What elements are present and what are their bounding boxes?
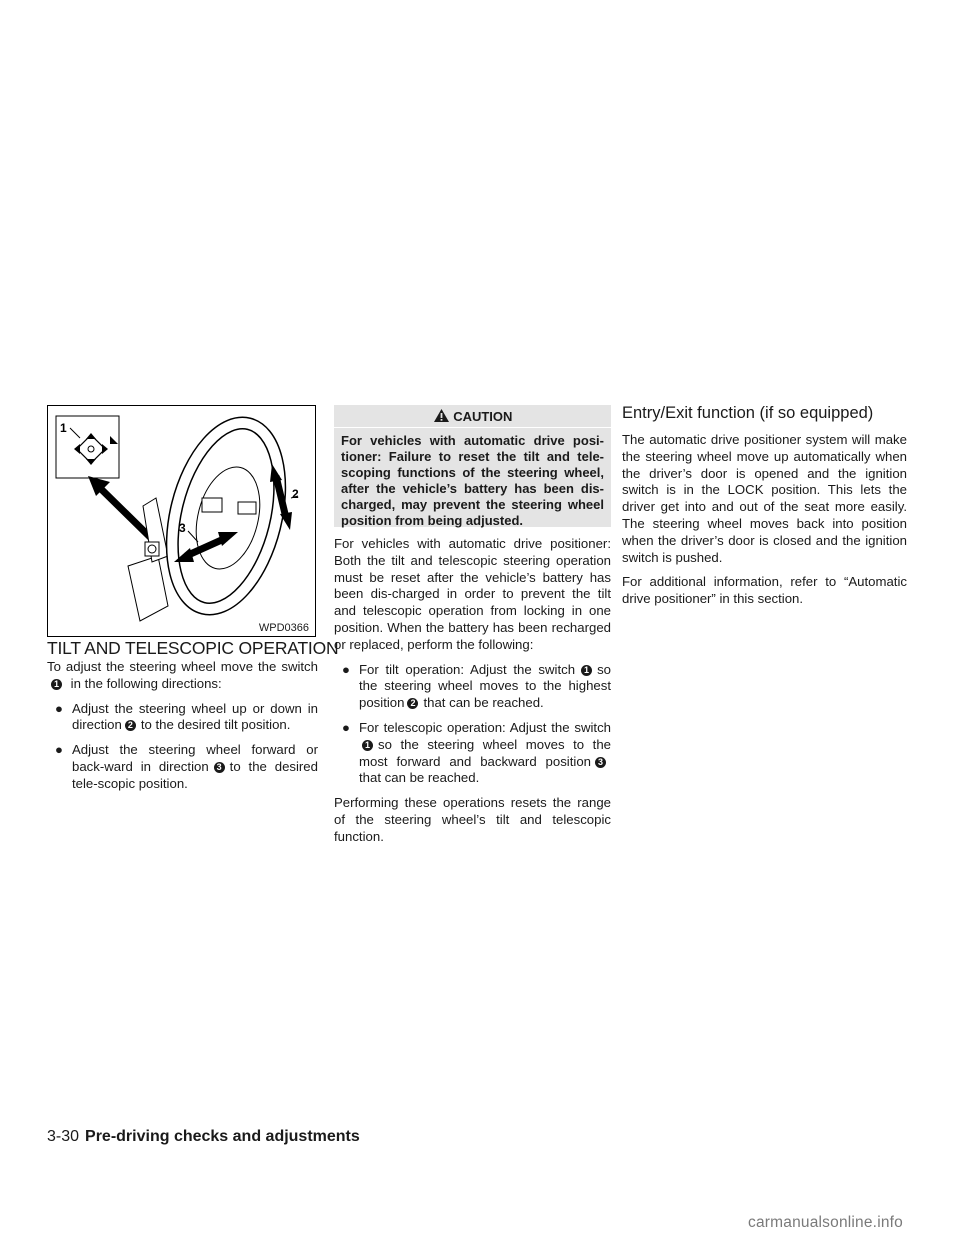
num-marker-3: 3 (214, 762, 225, 773)
adp-bullet-2-text-3: that can be reached. (359, 770, 480, 786)
num-marker-3: 3 (595, 757, 606, 768)
figure-label-3: 3 (179, 521, 186, 535)
tilt-intro-text-2: in the following directions: (70, 675, 222, 691)
tilt-heading: TILT AND TELESCOPIC OPERATION (47, 638, 339, 658)
num-marker-1: 1 (362, 740, 373, 751)
adp-bullet-1-text-3: that can be reached. (423, 695, 544, 711)
figure-label-1: 1 (60, 421, 67, 435)
tilt-section (47, 659, 318, 801)
tilt-bullet-2-text: Adjust the steering wheel forward or back-ward in direction (72, 742, 318, 774)
caution-box (334, 405, 611, 527)
num-marker-2: 2 (125, 720, 136, 731)
steering-wheel-illustration (48, 406, 315, 636)
num-marker-1: 1 (51, 679, 62, 690)
steering-figure (47, 405, 316, 637)
adp-bullet-2-text-2: so the steering wheel moves to the most forward and backward position (359, 736, 611, 769)
figure-label-2: 2 (292, 487, 299, 501)
caution-title: CAUTION (453, 409, 513, 424)
figure-code: WPD0366 (258, 622, 309, 634)
tilt-bullet-1 (47, 701, 318, 735)
caution-header (334, 405, 611, 428)
entry-heading: Entry/Exit function (if so equipped) (622, 404, 874, 422)
adp-bullet-1 (334, 662, 611, 712)
tilt-bullet-1-text: Adjust the steering wheel up or down in direction (72, 700, 318, 733)
caution-text: For vehicles with automatic drive posi-tioner: Failure to reset the tilt and tele-scoping functions of the steering wheel, after the vehicle’s battery has been dis-charged, may prevent the steering wheel position from being adjusted. (341, 433, 604, 528)
adp-bullet-1-text: For tilt operation: Adjust the switch (359, 661, 576, 677)
adp-bullet-2 (334, 720, 611, 787)
watermark: carmanualsonline.info (748, 1214, 903, 1231)
tilt-bullet-2 (47, 742, 318, 792)
entry-section (622, 432, 907, 616)
page-footer (47, 1128, 360, 1146)
section-title: Pre-driving checks and adjustments (85, 1128, 360, 1145)
page-number: 3-30 (47, 1128, 80, 1145)
adp-section (334, 536, 611, 854)
tilt-intro (47, 659, 318, 693)
adp-bullet-2-text: For telescopic operation: Adjust the switch (359, 719, 611, 735)
num-marker-2: 2 (407, 698, 418, 709)
bullet-icon: ● (342, 719, 350, 735)
bullet-icon: ● (55, 742, 63, 758)
tilt-intro-text: To adjust the steering wheel move the switch (47, 659, 318, 674)
tilt-bullet-2-text-2: to the desired tele-scopic position. (72, 758, 318, 791)
num-marker-1: 1 (581, 665, 592, 676)
adp-para-2: Performing these operations resets the range of the steering wheel’s tilt and telescopic function. (334, 795, 611, 844)
entry-para-2: For additional information, refer to “Automatic drive positioner” in this section. (622, 574, 907, 607)
adp-para-1: For vehicles with automatic drive positioner: Both the tilt and telescopic steering operation must be reset after the vehicle’s battery has been dis-charged in order to prevent the tilt and telescopic operation from locking in one position. When the battery has been recharged or replaced, perform the following: (334, 536, 611, 652)
bullet-icon: ● (55, 700, 63, 716)
adp-bullet-1-text-2: so the steering wheel moves to the highest position (359, 661, 611, 711)
bullet-icon: ● (342, 661, 350, 677)
tilt-bullet-1-text-2: to the desired tilt position. (140, 717, 291, 733)
entry-para-1: The automatic drive positioner system will make the steering wheel move up automatically when the driver’s door is opened and the ignition switch is in the LOCK position. This lets the driver get into and out of the seat more easily. The steering wheel moves back into position when the driver’s door is closed and the ignition switch is pushed. (622, 432, 907, 565)
warning-icon (433, 408, 450, 423)
